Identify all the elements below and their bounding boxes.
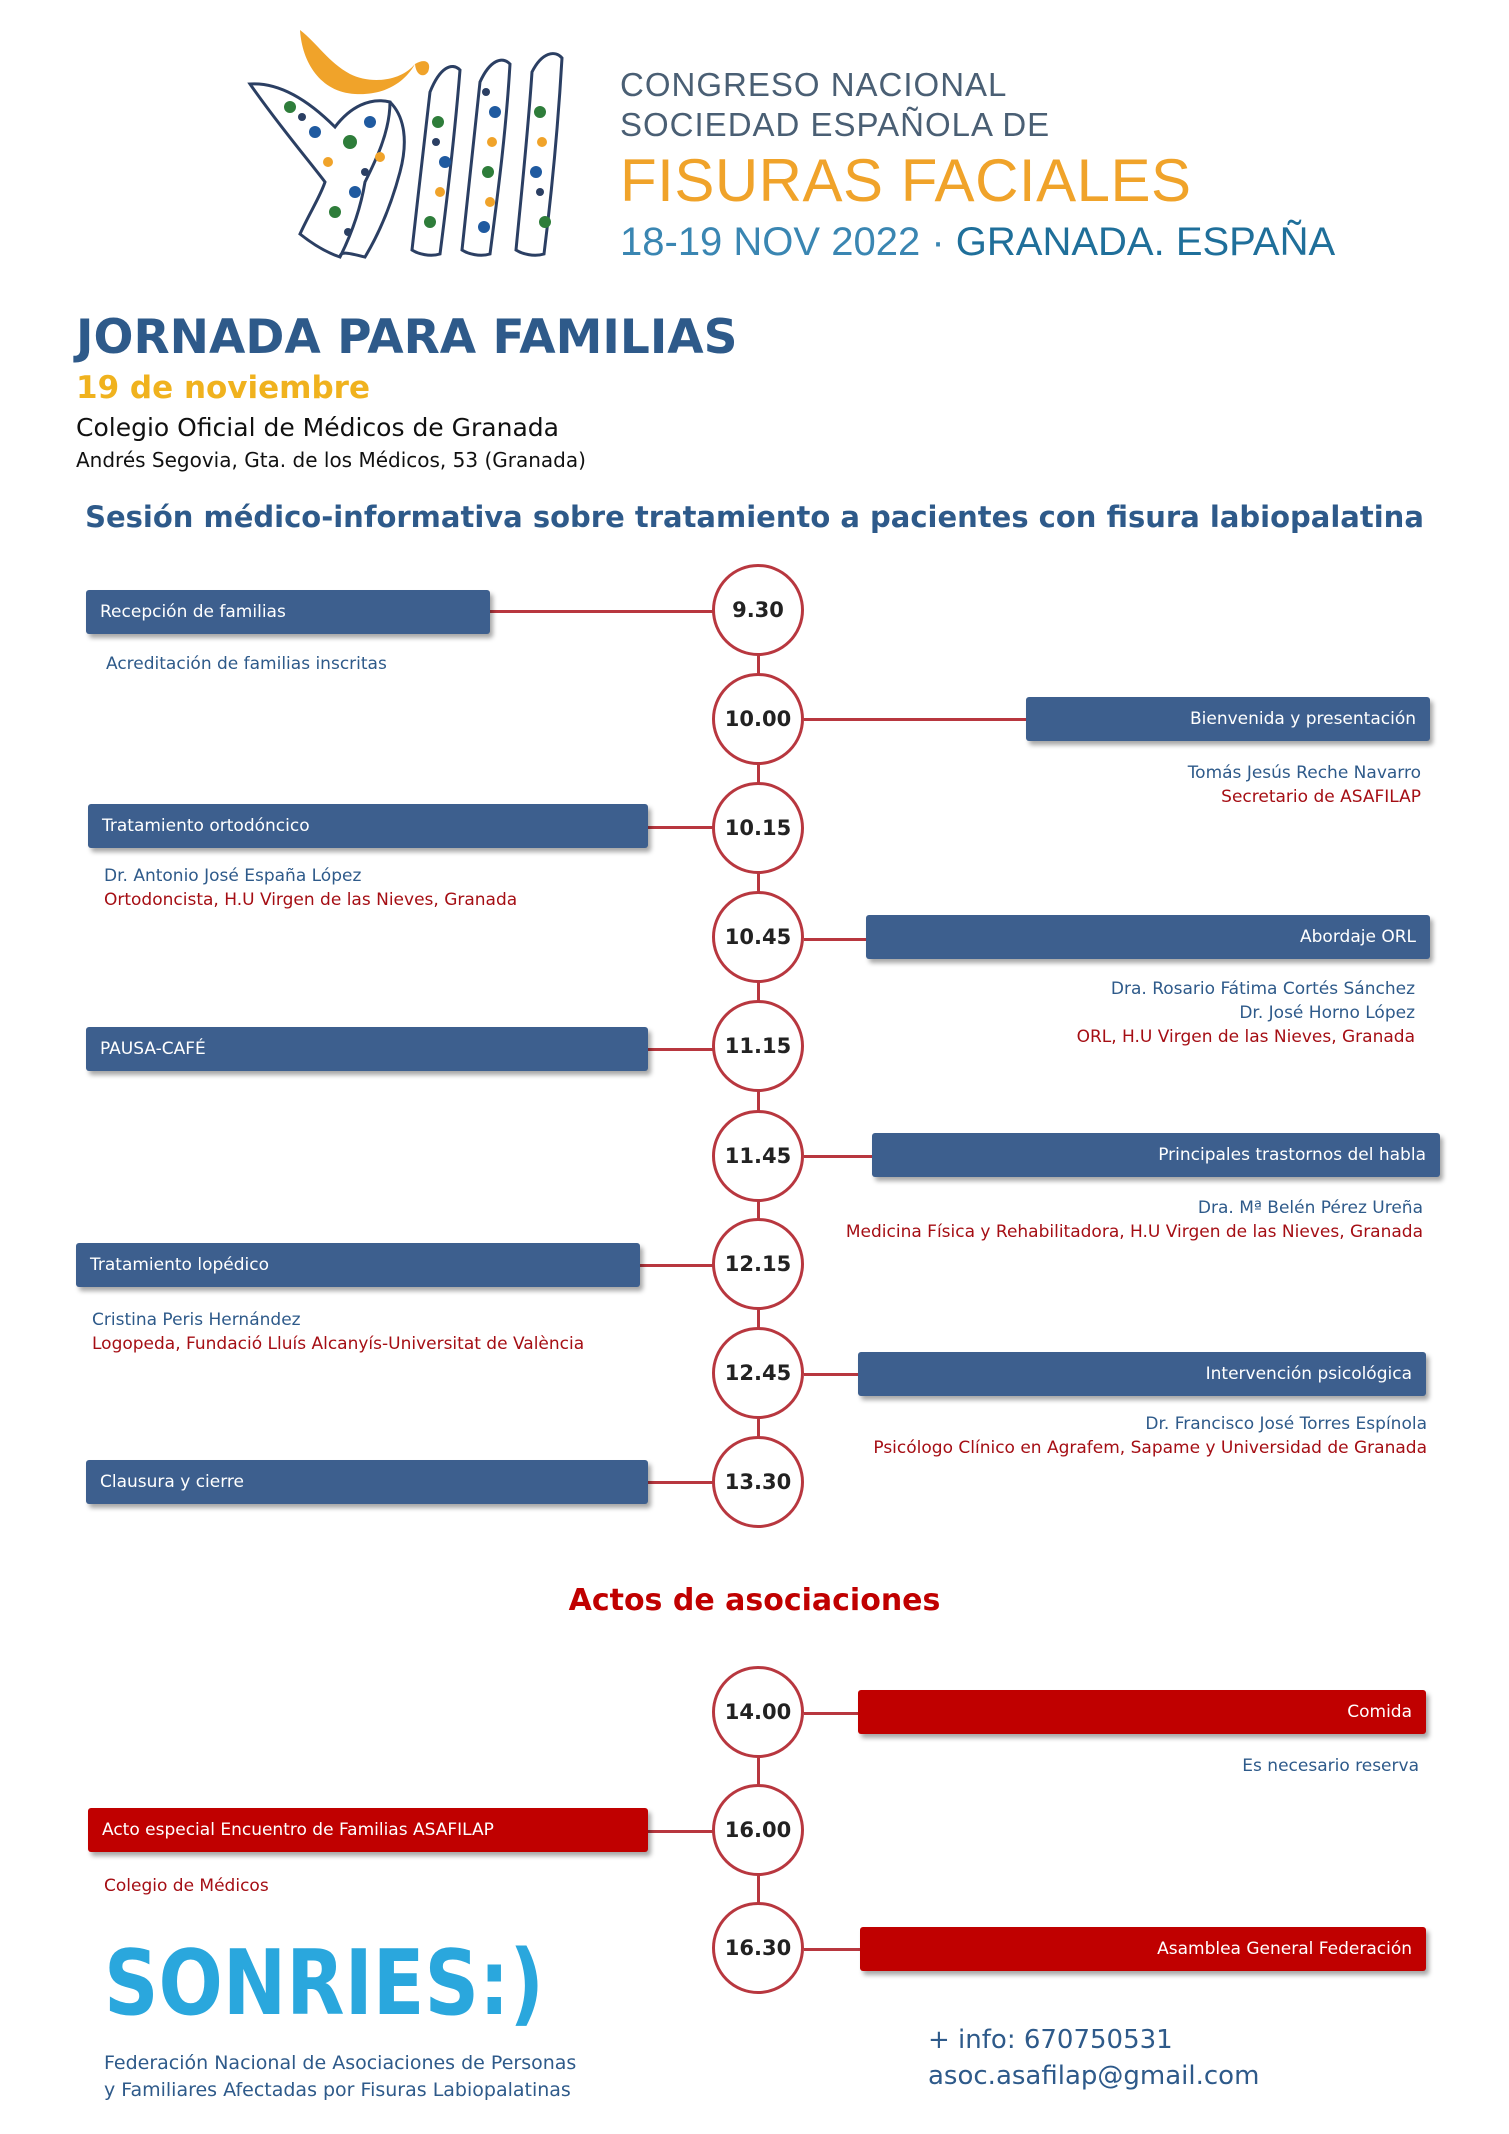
- event-date: 19 de noviembre: [76, 370, 370, 406]
- item-note: Ortodoncista, H.U Virgen de las Nieves, Granada: [104, 890, 518, 910]
- item-note: Es necesario reserva: [1242, 1756, 1419, 1776]
- connector: [804, 1948, 862, 1951]
- item-note: Tomás Jesús Reche Navarro: [1187, 763, 1421, 783]
- time-circle: 13.30: [712, 1436, 804, 1528]
- time-circle: 16.30: [712, 1902, 804, 1994]
- connector: [804, 1155, 874, 1158]
- associations-title: Actos de asociaciones: [568, 1583, 941, 1618]
- event-venue: Colegio Oficial de Médicos de Granada: [76, 413, 559, 442]
- time-circle: 11.45: [712, 1110, 804, 1202]
- federation-text: [104, 2050, 576, 2104]
- session-title: Sesión médico-informativa sobre tratamiento a pacientes con fisura labiopalatina: [85, 500, 1424, 534]
- info-email[interactable]: asoc.asafilap@gmail.com: [928, 2061, 1260, 2091]
- time-circle: 16.00: [712, 1784, 804, 1876]
- connector: [804, 1373, 860, 1376]
- header-dates: 18-19 NOV 2022: [620, 220, 921, 264]
- item-box: Abordaje ORL: [866, 915, 1430, 959]
- item-box: Principales trastornos del habla: [872, 1133, 1440, 1177]
- congress-logo-icon: [240, 22, 600, 272]
- item-box: Tratamiento ortodóncico: [88, 804, 648, 848]
- time-circle: 9.30: [712, 564, 804, 656]
- info-phone: + info: 670750531: [928, 2025, 1173, 2055]
- connector: [804, 1712, 860, 1715]
- connector: [648, 1830, 716, 1833]
- header-separator: ·: [931, 220, 945, 264]
- federation-line-1: Federación Nacional de Asociaciones de Personas: [104, 2052, 577, 2074]
- item-box: Clausura y cierre: [86, 1460, 648, 1504]
- header-title: FISURAS FACIALES: [620, 147, 1192, 214]
- time-circle: 12.15: [712, 1218, 804, 1310]
- time-circle: 10.15: [712, 782, 804, 874]
- header-dates-place: [620, 220, 1335, 265]
- connector: [648, 1481, 716, 1484]
- federation-line-2: y Familiares Afectadas por Fisuras Labiopalatinas: [104, 2079, 571, 2101]
- item-note: ORL, H.U Virgen de las Nieves, Granada: [1076, 1027, 1415, 1047]
- item-note: Dra. Rosario Fátima Cortés Sánchez: [1110, 979, 1415, 999]
- item-note: Psicólogo Clínico en Agrafem, Sapame y Universidad de Granada: [873, 1438, 1427, 1458]
- connector: [804, 718, 1026, 721]
- item-note: Logopeda, Fundació Lluís Alcanyís-Universitat de València: [92, 1334, 585, 1354]
- contact-info: [928, 2022, 1259, 2094]
- item-note: Dr. Antonio José España López: [104, 866, 362, 886]
- item-note: Cristina Peris Hernández: [92, 1310, 301, 1330]
- connector: [648, 826, 716, 829]
- header-line-1: CONGRESO NACIONAL: [620, 66, 1008, 103]
- item-note: Dra. Mª Belén Pérez Ureña: [1197, 1198, 1423, 1218]
- item-box: Recepción de familias: [86, 590, 490, 634]
- connector: [490, 610, 715, 613]
- item-note: Colegio de Médicos: [104, 1876, 269, 1896]
- connector: [640, 1264, 716, 1267]
- item-note: Medicina Física y Rehabilitadora, H.U Virgen de las Nieves, Granada: [845, 1222, 1423, 1242]
- item-box: Tratamiento lopédico: [76, 1243, 640, 1287]
- item-box: PAUSA-CAFÉ: [86, 1027, 648, 1071]
- header-line-2: SOCIEDAD ESPAÑOLA DE: [620, 106, 1051, 143]
- sonries-logo-icon: [104, 1931, 564, 2036]
- item-note: Acreditación de familias inscritas: [106, 654, 387, 674]
- time-circle: 12.45: [712, 1327, 804, 1419]
- item-box: Acto especial Encuentro de Familias ASAFILAP: [88, 1808, 648, 1852]
- item-note: Dr. José Horno López: [1239, 1003, 1415, 1023]
- time-circle: 11.15: [712, 1000, 804, 1092]
- time-circle: 10.45: [712, 891, 804, 983]
- header-place: GRANADA. ESPAÑA: [955, 220, 1336, 264]
- event-address: Andrés Segovia, Gta. de los Médicos, 53 (Granada): [76, 448, 586, 472]
- time-circle: 14.00: [712, 1666, 804, 1758]
- connector: [648, 1048, 716, 1051]
- time-circle: 10.00: [712, 673, 804, 765]
- sonries-logo-text: SONRIES:): [104, 1931, 544, 2036]
- connector: [804, 938, 868, 941]
- item-box: Intervención psicológica: [858, 1352, 1426, 1396]
- item-box: Comida: [858, 1690, 1426, 1734]
- item-box: Bienvenida y presentación: [1026, 697, 1430, 741]
- item-box: Asamblea General Federación: [860, 1927, 1426, 1971]
- item-note: Secretario de ASAFILAP: [1221, 787, 1421, 807]
- item-note: Dr. Francisco José Torres Espínola: [1145, 1414, 1427, 1434]
- event-title: JORNADA PARA FAMILIAS: [76, 310, 738, 365]
